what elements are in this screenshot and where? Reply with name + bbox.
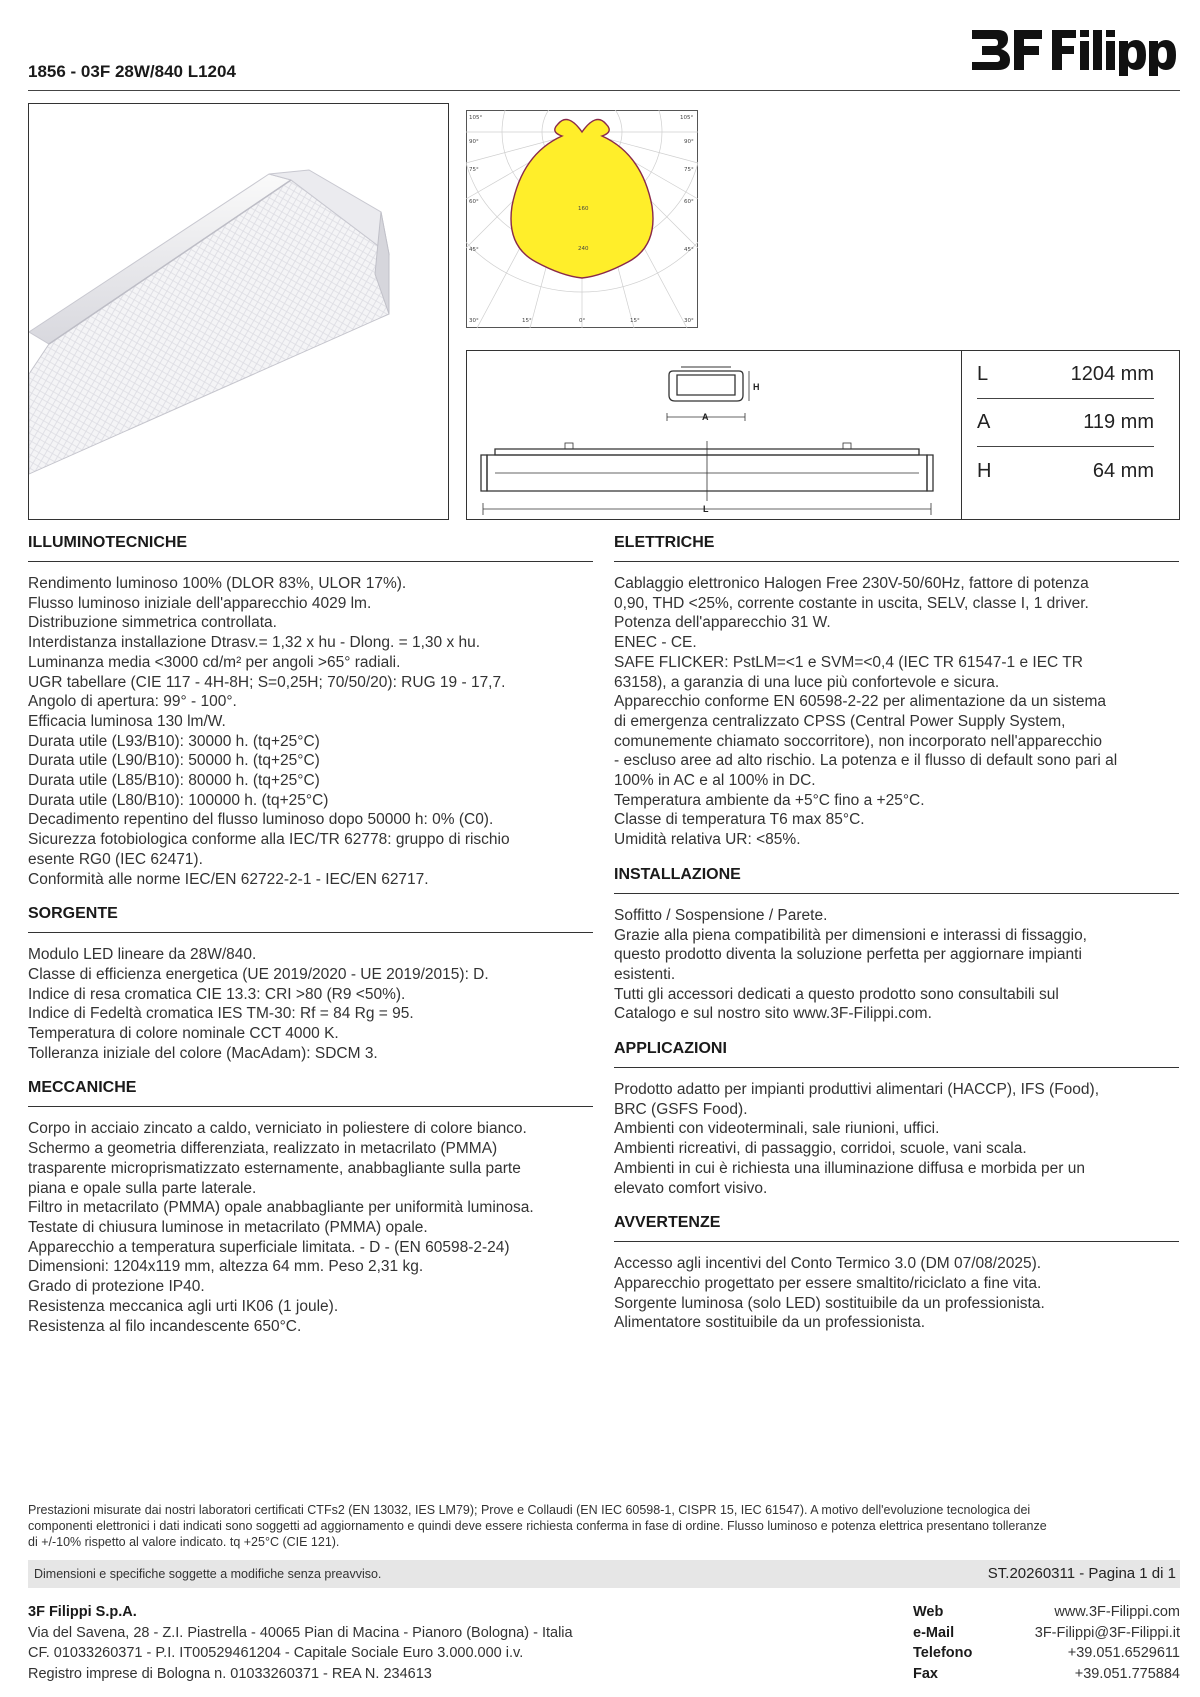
contact-web — [913, 1602, 1180, 1623]
polar-angle-label: 75° — [684, 167, 694, 173]
header-rule — [28, 90, 1180, 91]
spec-line: Dimensioni: 1204x119 mm, altezza 64 mm. Peso 2,31 kg. — [28, 1258, 424, 1276]
spec-line: SAFE FLICKER: PstLM=<1 e SVM=<0,4 (IEC TR 61547-1 e IEC TR — [614, 653, 1083, 671]
spec-line: elevato comfort visivo. — [614, 1179, 768, 1197]
section-body — [614, 574, 1179, 850]
polar-angle-label: 105° — [680, 115, 694, 121]
spec-line: Apparecchio progettato per essere smaltito/riciclato a fine vita. — [614, 1274, 1042, 1292]
spec-line: Apparecchio conforme EN 60598-2-22 per alimentazione da un sistema — [614, 693, 1106, 711]
section-installazione — [614, 866, 1179, 1024]
spec-line: - escluso aree ad alto rischio. La potenza e il flusso di default sono pari al — [614, 752, 1118, 770]
company-tax-info: CF. 01033260371 - P.I. IT00529461204 - Capitale Sociale Euro 3.000.000 i.v. — [28, 1645, 524, 1661]
company-address: Via del Savena, 28 - Z.I. Piastrella - 40065 Pian di Macina - Pianoro (Bologna) - Italia — [28, 1624, 573, 1641]
section-meccaniche — [28, 1079, 593, 1336]
section-title: MECCANICHE — [28, 1079, 593, 1107]
polar-angle-label: 30° — [469, 318, 479, 324]
website-link[interactable]: www.3F-Filippi.com — [1054, 1604, 1180, 1620]
email-link[interactable]: 3F-Filippi@3F-Filippi.it — [1034, 1624, 1180, 1641]
polar-light-distribution-diagram — [466, 110, 698, 328]
spec-line: Angolo di apertura: 99° - 100°. — [28, 693, 237, 711]
notice-text: Dimensioni e specifiche soggette a modifiche senza preavviso. — [34, 1567, 382, 1581]
luminaire-render — [29, 104, 449, 520]
spec-line: Indice di resa cromatica CIE 13.3: CRI >80 (R9 <50%). — [28, 985, 406, 1003]
polar-angle-label: 60° — [469, 199, 479, 205]
contact-list — [913, 1602, 1180, 1684]
section-body — [614, 1254, 1179, 1333]
drawing-width-label: A — [702, 412, 709, 422]
dimension-row-width — [977, 399, 1154, 447]
spec-line: piana e opale sulla parte laterale. — [28, 1179, 257, 1197]
section-title: ILLUMINOTECNICHE — [28, 534, 593, 562]
polar-angle-label: 90° — [469, 139, 479, 145]
company-registry: Registro imprese di Bologna n. 01033260371 - REA N. 234613 — [28, 1665, 432, 1682]
brand-logo — [968, 24, 1180, 76]
spec-line: Durata utile (L90/B10): 50000 h. (tq+25°C) — [28, 752, 320, 770]
spec-line: Tutti gli accessori dedicati a questo prodotto sono consultabili sul — [614, 985, 1059, 1003]
spec-line: 0,90, THD <25%, corrente costante in uscita, SELV, classe I, 1 driver. — [614, 594, 1089, 612]
phone-value: +39.051.6529611 — [1067, 1645, 1180, 1661]
company-name: 3F Filippi S.p.A. — [28, 1604, 137, 1620]
polar-angle-label: 30° — [684, 318, 694, 324]
spec-line: Grazie alla piena compatibilità per dimensioni e interassi di fissaggio, — [614, 926, 1087, 944]
polar-angle-label: 45° — [469, 247, 479, 253]
section-illuminotecniche — [28, 534, 593, 889]
spec-line: Ambienti in cui è richiesta una illuminazione diffusa e morbida per un — [614, 1159, 1086, 1177]
dimension-drawing-panel — [466, 350, 1180, 520]
spec-line: BRC (GSFS Food). — [614, 1100, 748, 1118]
section-body — [28, 574, 593, 889]
spec-line: Ambienti con videoterminali, sale riunioni, uffici. — [614, 1120, 940, 1138]
spec-line: Modulo LED lineare da 28W/840. — [28, 946, 257, 964]
spec-line: Decadimento repentino del flusso luminoso dopo 50000 h: 0% (C0). — [28, 811, 494, 829]
spec-line: Durata utile (L93/B10): 30000 h. (tq+25°C) — [28, 732, 320, 750]
contact-label: Telefono — [913, 1645, 973, 1661]
spec-line: esistenti. — [614, 965, 676, 983]
section-avvertenze — [614, 1214, 1179, 1333]
dimension-table — [977, 351, 1167, 519]
spec-line: Classe di efficienza energetica (UE 2019/2020 - UE 2019/2015): D. — [28, 965, 489, 983]
spec-line: trasparente microprismatizzato esternamente, anabbagliante sulla parte — [28, 1159, 521, 1177]
contact-fax — [913, 1664, 1180, 1685]
page-reference: ST.20260311 - Pagina 1 di 1 — [987, 1565, 1176, 1582]
dimension-value: 64 mm — [1092, 459, 1154, 482]
product-photo — [28, 103, 449, 520]
spec-line: Rendimento luminoso 100% (DLOR 83%, ULOR 17%). — [28, 575, 407, 592]
spec-line: Grado di protezione IP40. — [28, 1278, 205, 1296]
product-code: 1856 - 03F 28W/840 L1204 — [28, 62, 236, 81]
contact-label: Web — [913, 1604, 944, 1620]
spec-column-left — [28, 534, 593, 1352]
spec-line: Accesso agli incentivi del Conto Termico 3.0 (DM 07/08/2025). — [614, 1255, 1042, 1273]
dimension-label: L — [977, 363, 989, 385]
spec-column-right — [614, 534, 1179, 1349]
contact-label: e-Mail — [913, 1624, 955, 1641]
spec-line: ENEC - CE. — [614, 634, 697, 652]
polar-angle-label: 45° — [684, 247, 694, 253]
spec-line: Testate di chiusura luminose in metacrilato (PMMA) opale. — [28, 1218, 428, 1236]
spec-line: Durata utile (L85/B10): 80000 h. (tq+25°C) — [28, 772, 320, 790]
spec-line: Schermo a geometria differenziata, realizzato in metacrilato (PMMA) — [28, 1140, 498, 1158]
spec-line: Umidità relativa UR: <85%. — [614, 831, 801, 849]
section-body — [28, 1119, 593, 1336]
section-title: INSTALLAZIONE — [614, 866, 1179, 894]
polar-angle-label: 105° — [469, 115, 483, 121]
polar-angle-label: 60° — [684, 199, 694, 205]
section-title: SORGENTE — [28, 905, 593, 933]
spec-line: di emergenza centralizzato CPSS (Central Power Supply System, — [614, 712, 1066, 730]
fax-value: +39.051.775884 — [1074, 1665, 1180, 1682]
dimension-row-height — [977, 447, 1154, 495]
spec-line: UGR tabellare (CIE 117 - 4H-8H; S=0,25H; 70/50/20): RUG 19 - 17,7. — [28, 673, 506, 691]
section-applicazioni — [614, 1040, 1179, 1198]
spec-line: Temperatura di colore nominale CCT 4000 K. — [28, 1025, 339, 1043]
spec-line: Temperatura ambiente da +5°C fino a +25°C. — [614, 791, 925, 809]
dimension-value: 1204 mm — [1070, 363, 1154, 385]
spec-line: Apparecchio a temperatura superficiale limitata. - D - (EN 60598-2-24) — [28, 1238, 510, 1256]
section-title: AVVERTENZE — [614, 1214, 1179, 1242]
disclaimer-line: di +/-10% rispetto al valore indicato. tq +25°C (CIE 121). — [28, 1535, 340, 1549]
spec-line: Conformità alle norme IEC/EN 62722-2-1 - IEC/EN 62717. — [28, 870, 429, 888]
section-body — [614, 1080, 1179, 1198]
spec-line: Cablaggio elettronico Halogen Free 230V-50/60Hz, fattore di potenza — [614, 575, 1089, 592]
spec-line: Distribuzione simmetrica controllata. — [28, 614, 277, 632]
polar-angle-label: 90° — [684, 139, 694, 145]
spec-line: comunemente chiamato soccorritore), non incorporato nell'apparecchio — [614, 732, 1103, 750]
disclaimer-line: componenti elettronici i dati indicati sono soggetti ad aggiornamento e quindi deve essere richiesta conferma in fase di ordine. Flusso luminoso e potenza elettrica presentano tolleranze — [28, 1519, 1047, 1533]
dimension-label: A — [977, 411, 991, 433]
spec-line: 100% in AC e al 100% in DC. — [614, 772, 816, 790]
section-body — [28, 945, 593, 1063]
contact-email — [913, 1623, 1180, 1644]
drawing-length-label: L — [703, 504, 709, 514]
polar-radial-label: 240 — [578, 246, 589, 252]
polar-radial-label: 160 — [578, 206, 589, 212]
spec-line: Alimentatore sostituibile da un professionista. — [614, 1314, 926, 1332]
spec-line: Tolleranza iniziale del colore (MacAdam): SDCM 3. — [28, 1044, 378, 1062]
footer-disclaimer — [28, 1502, 1180, 1550]
spec-line: Sorgente luminosa (solo LED) sostituibile da un professionista. — [614, 1294, 1045, 1312]
footer-notice-bar — [28, 1560, 1180, 1588]
spec-line: Interdistanza installazione Dtrasv.= 1,32 x hu - Dlong. = 1,30 x hu. — [28, 634, 481, 652]
disclaimer-line: Prestazioni misurate dai nostri laboratori certificati CTFs2 (EN 13032, IES LM79); Prove e Collaudi (EN IEC 60598-1, CISPR 15, IEC 61547). A motivo dell'evoluzione tecnologica dei — [28, 1503, 1031, 1517]
spec-line: Efficacia luminosa 130 lm/W. — [28, 712, 226, 730]
spec-line: Resistenza meccanica agli urti IK06 (1 joule). — [28, 1297, 339, 1315]
technical-drawing — [467, 351, 962, 519]
spec-line: Luminanza media <3000 cd/m² per angoli >65° radiali. — [28, 653, 401, 671]
spec-line: Prodotto adatto per impianti produttivi alimentari (HACCP), IFS (Food), — [614, 1081, 1099, 1099]
spec-line: Resistenza al filo incandescente 650°C. — [28, 1317, 302, 1335]
spec-line: esente RG0 (IEC 62471). — [28, 850, 203, 868]
spec-line: Corpo in acciaio zincato a caldo, verniciato in poliestere di colore bianco. — [28, 1120, 527, 1138]
contact-label: Fax — [913, 1665, 938, 1682]
section-sorgente — [28, 905, 593, 1063]
company-info — [28, 1602, 788, 1684]
spec-line: Filtro in metacrilato (PMMA) opale anabbagliante per uniformità luminosa. — [28, 1199, 534, 1217]
spec-line: questo prodotto diventa la soluzione perfetta per aggiornare impianti — [614, 946, 1082, 964]
section-elettriche — [614, 534, 1179, 850]
dimension-row-length — [977, 351, 1154, 399]
section-and-side-view — [467, 351, 962, 521]
spec-line: Sicurezza fotobiologica conforme alla IEC/TR 62778: gruppo di rischio — [28, 831, 510, 849]
contact-phone — [913, 1643, 1180, 1664]
spec-line: Classe di temperatura T6 max 85°C. — [614, 811, 865, 829]
spec-line: Flusso luminoso iniziale dell'apparecchio 4029 lm. — [28, 594, 372, 612]
spec-line: Ambienti ricreativi, di passaggio, corridoi, scuole, vani scala. — [614, 1140, 1027, 1158]
spec-line: Catalogo e sul nostro sito www.3F-Filippi.com. — [614, 1005, 932, 1023]
dimension-value: 119 mm — [1083, 411, 1154, 433]
spec-line: Durata utile (L80/B10): 100000 h. (tq+25°C) — [28, 791, 329, 809]
section-title: ELETTRICHE — [614, 534, 1179, 562]
spec-line: Potenza dell'apparecchio 31 W. — [614, 614, 831, 632]
polar-angle-label: 15° — [630, 318, 640, 324]
dimension-label: H — [977, 459, 992, 482]
section-title: APPLICAZIONI — [614, 1040, 1179, 1068]
polar-angle-label: 75° — [469, 167, 479, 173]
spec-line: 63158), a garanzia di una luce più confortevole e sicura. — [614, 673, 1000, 691]
spec-line: Indice di Fedeltà cromatica IES TM-30: Rf = 84 Rg = 95. — [28, 1005, 414, 1023]
drawing-height-label: H — [753, 382, 760, 392]
polar-angle-label: 0° — [579, 318, 586, 324]
spec-line: Soffitto / Sospensione / Parete. — [614, 906, 828, 924]
polar-angle-label: 15° — [522, 318, 532, 324]
section-body — [614, 906, 1179, 1024]
